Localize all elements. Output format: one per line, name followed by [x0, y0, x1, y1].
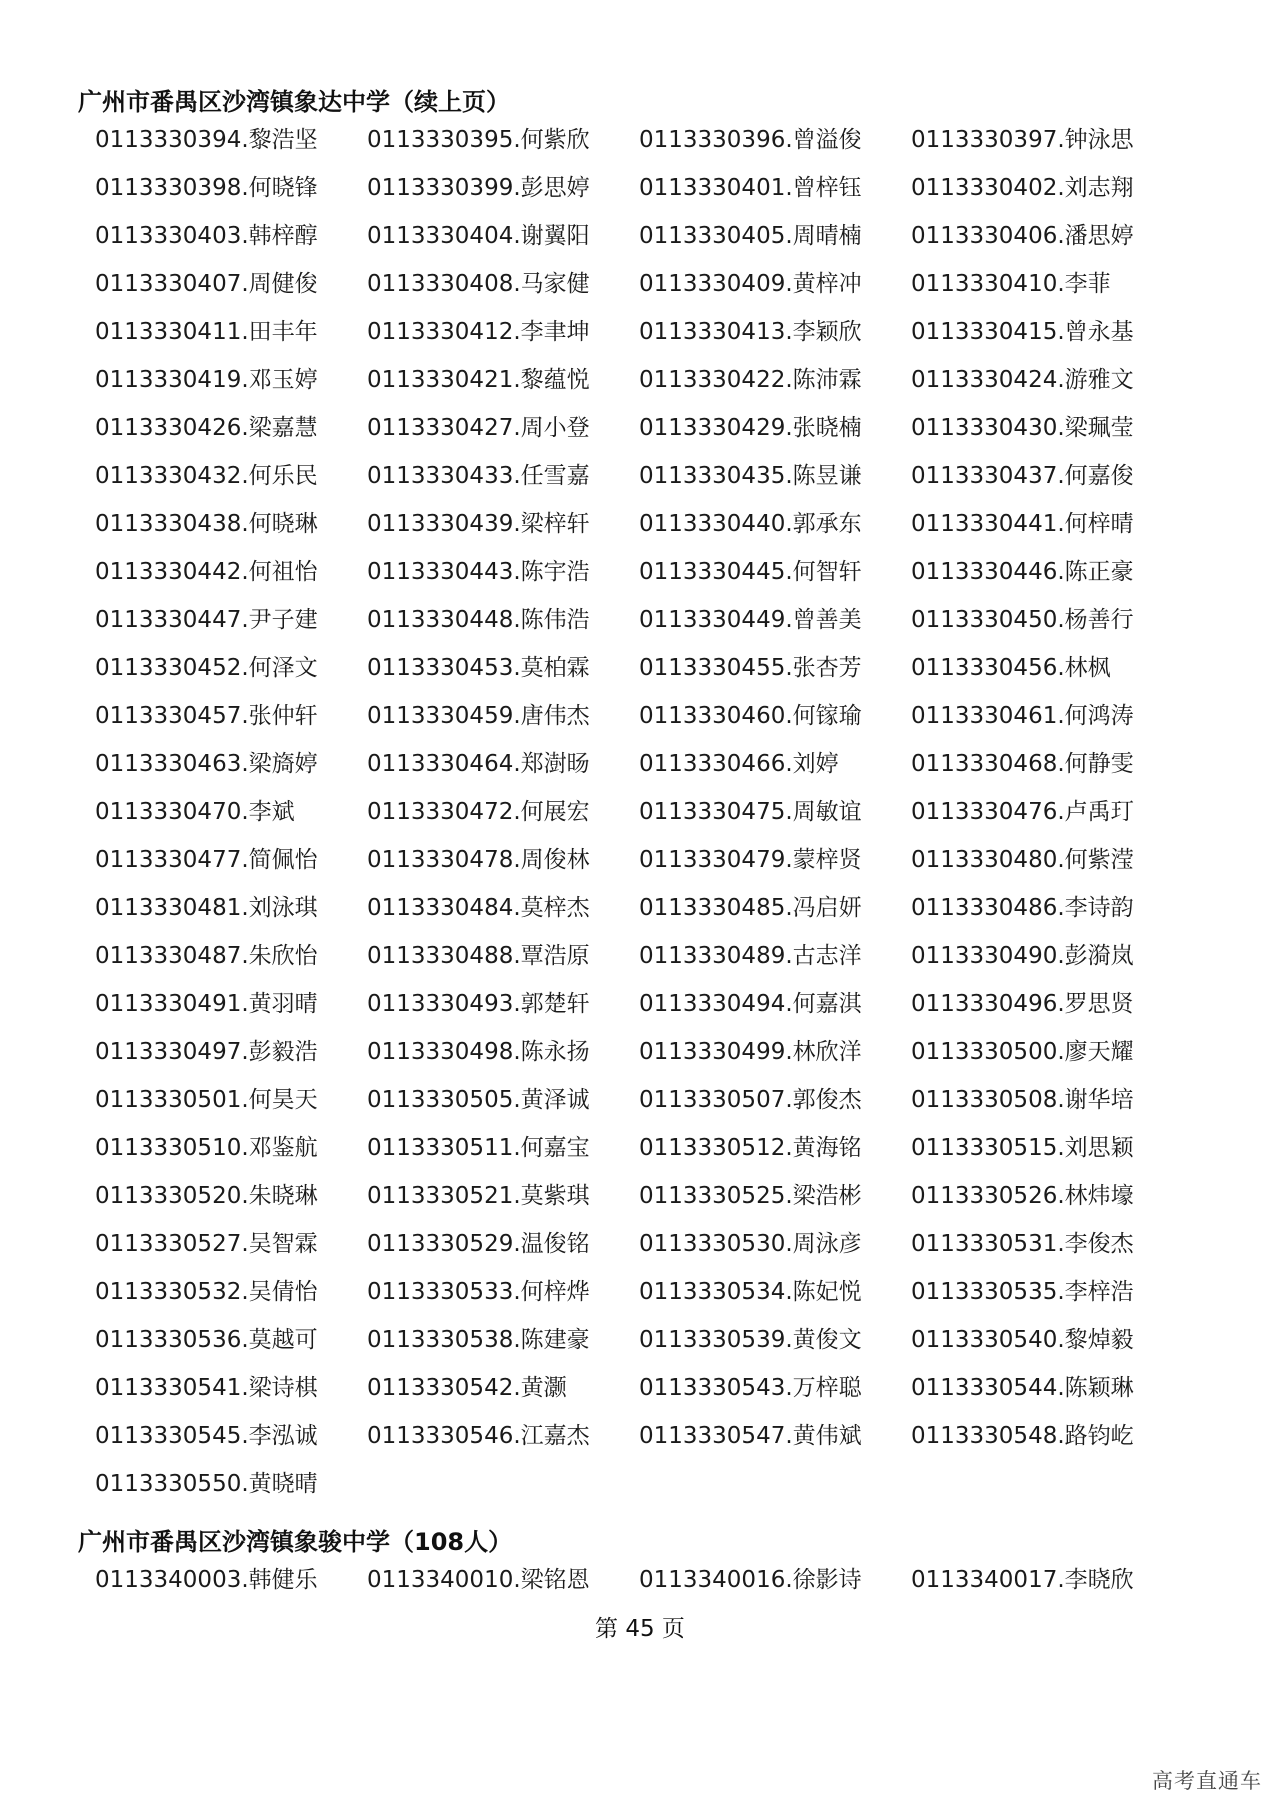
student-entry: 0113330401.曾梓钰: [639, 175, 862, 201]
student-entry: 0113330395.何紫欣: [367, 127, 590, 153]
student-entry: 0113330441.何梓晴: [911, 511, 1134, 537]
student-entry: 0113330449.曾善美: [639, 607, 862, 633]
student-entry: 0113330424.游雅文: [911, 367, 1134, 393]
watermark: 高考直通车: [1152, 1769, 1262, 1793]
student-entry: 0113330427.周小登: [367, 415, 590, 441]
student-entry: 0113330536.莫越可: [95, 1327, 318, 1353]
student-entry: 0113330408.马家健: [367, 271, 590, 297]
student-entry: 0113330472.何展宏: [367, 799, 590, 825]
student-entry: 0113330478.周俊林: [367, 847, 590, 873]
student-entry: 0113330520.朱晓琳: [95, 1183, 318, 1209]
student-entry: 0113330470.李斌: [95, 799, 295, 825]
student-entry: 0113330497.彭毅浩: [95, 1039, 318, 1065]
student-entry: 0113330435.陈昱谦: [639, 463, 862, 489]
student-entry: 0113330489.古志洋: [639, 943, 862, 969]
student-entry: 0113330452.何泽文: [95, 655, 318, 681]
student-entry: 0113330394.黎浩坚: [95, 127, 318, 153]
student-entry: 0113330507.郭俊杰: [639, 1087, 862, 1113]
student-list-xiangda: [95, 116, 1183, 1508]
student-entry: 0113330450.杨善行: [911, 607, 1134, 633]
student-entry: 0113330480.何紫滢: [911, 847, 1134, 873]
student-entry: 0113330412.李聿坤: [367, 319, 590, 345]
student-entry: 0113330396.曾溢俊: [639, 127, 862, 153]
student-entry: 0113330479.蒙梓贤: [639, 847, 862, 873]
student-entry: 0113330525.梁浩彬: [639, 1183, 862, 1209]
student-entry: 0113330540.黎焯毅: [911, 1327, 1134, 1353]
student-entry: 0113330402.刘志翔: [911, 175, 1134, 201]
student-entry: 0113330499.林欣洋: [639, 1039, 862, 1065]
student-entry: 0113330485.冯启妍: [639, 895, 862, 921]
student-entry: 0113330521.莫紫琪: [367, 1183, 590, 1209]
student-entry: 0113330405.周晴楠: [639, 223, 862, 249]
student-entry: 0113330487.朱欣怡: [95, 943, 318, 969]
student-entry: 0113330455.张杏芳: [639, 655, 862, 681]
student-entry: 0113330494.何嘉淇: [639, 991, 862, 1017]
student-entry: 0113330433.任雪嘉: [367, 463, 590, 489]
student-entry: 0113330415.曾永基: [911, 319, 1134, 345]
student-entry: 0113330534.陈妃悦: [639, 1279, 862, 1305]
student-entry: 0113330463.梁旖婷: [95, 751, 318, 777]
student-entry: 0113330399.彭思婷: [367, 175, 590, 201]
student-entry: 0113330501.何昊天: [95, 1087, 318, 1113]
student-entry: 0113330529.温俊铭: [367, 1231, 590, 1257]
student-entry: 0113330445.何智轩: [639, 559, 862, 585]
student-entry: 0113340017.李晓欣: [911, 1567, 1134, 1593]
student-entry: 0113330430.梁珮莹: [911, 415, 1134, 441]
student-entry: 0113330544.陈颖琳: [911, 1375, 1134, 1401]
student-entry: 0113330531.李俊杰: [911, 1231, 1134, 1257]
student-entry: 0113330442.何祖怡: [95, 559, 318, 585]
student-entry: 0113330477.简佩怡: [95, 847, 318, 873]
student-entry: 0113330437.何嘉俊: [911, 463, 1134, 489]
student-entry: 0113330535.李梓浩: [911, 1279, 1134, 1305]
student-entry: 0113330500.廖天耀: [911, 1039, 1134, 1065]
student-entry: 0113330515.刘思颖: [911, 1135, 1134, 1161]
student-entry: 0113330439.梁梓轩: [367, 511, 590, 537]
student-entry: 0113330541.梁诗棋: [95, 1375, 318, 1401]
student-entry: 0113330542.黄灏: [367, 1375, 567, 1401]
student-entry: 0113330443.陈宇浩: [367, 559, 590, 585]
student-entry: 0113330546.江嘉杰: [367, 1423, 590, 1449]
student-entry: 0113330459.唐伟杰: [367, 703, 590, 729]
student-entry: 0113330533.何梓烨: [367, 1279, 590, 1305]
student-entry: 0113330548.路钧屹: [911, 1423, 1134, 1449]
student-entry: 0113330460.何镓瑜: [639, 703, 862, 729]
student-entry: 0113340003.韩健乐: [95, 1567, 318, 1593]
student-entry: 0113330532.吴倩怡: [95, 1279, 318, 1305]
student-entry: 0113330476.卢禹玎: [911, 799, 1134, 825]
student-entry: 0113330397.钟泳思: [911, 127, 1134, 153]
student-entry: 0113330486.李诗韵: [911, 895, 1134, 921]
student-entry: 0113330448.陈伟浩: [367, 607, 590, 633]
student-entry: 0113330404.谢翼阳: [367, 223, 590, 249]
student-entry: 0113330550.黄晓晴: [95, 1471, 318, 1497]
student-entry: 0113330505.黄泽诚: [367, 1087, 590, 1113]
student-entry: 0113330447.尹子建: [95, 607, 318, 633]
section-title-xiangjun: 广州市番禺区沙湾镇象骏中学（108人）: [78, 1528, 513, 1556]
student-entry: 0113330508.谢华培: [911, 1087, 1134, 1113]
student-entry: 0113330426.梁嘉慧: [95, 415, 318, 441]
student-entry: 0113330457.张仲轩: [95, 703, 318, 729]
student-entry: 0113330403.韩梓醇: [95, 223, 318, 249]
student-entry: 0113330413.李颖欣: [639, 319, 862, 345]
student-entry: 0113330468.何静雯: [911, 751, 1134, 777]
student-entry: 0113330547.黄伟斌: [639, 1423, 862, 1449]
student-entry: 0113330545.李泓诚: [95, 1423, 318, 1449]
student-entry: 0113330538.陈建豪: [367, 1327, 590, 1353]
student-entry: 0113340016.徐影诗: [639, 1567, 862, 1593]
student-entry: 0113330539.黄俊文: [639, 1327, 862, 1353]
student-entry: 0113330453.莫柏霖: [367, 655, 590, 681]
student-entry: 0113330527.吴智霖: [95, 1231, 318, 1257]
student-entry: 0113330526.林炜壕: [911, 1183, 1134, 1209]
student-entry: 0113330409.黄梓冲: [639, 271, 862, 297]
student-entry: 0113330484.莫梓杰: [367, 895, 590, 921]
student-entry: 0113330446.陈正豪: [911, 559, 1134, 585]
student-entry: 0113330512.黄海铭: [639, 1135, 862, 1161]
student-entry: 0113330496.罗思贤: [911, 991, 1134, 1017]
student-entry: 0113330419.邓玉婷: [95, 367, 318, 393]
student-entry: 0113330511.何嘉宝: [367, 1135, 590, 1161]
student-entry: 0113330530.周泳彦: [639, 1231, 862, 1257]
student-entry: 0113330432.何乐民: [95, 463, 318, 489]
student-entry: 0113330456.林枫: [911, 655, 1111, 681]
student-entry: 0113330543.万梓聪: [639, 1375, 862, 1401]
student-entry: 0113330438.何晓琳: [95, 511, 318, 537]
student-entry: 0113330488.覃浩原: [367, 943, 590, 969]
section-title-xiangda: 广州市番禺区沙湾镇象达中学（续上页）: [78, 88, 510, 116]
student-entry: 0113330398.何晓锋: [95, 175, 318, 201]
student-entry: 0113330475.周敏谊: [639, 799, 862, 825]
student-entry: 0113330410.李菲: [911, 271, 1111, 297]
student-entry: 0113330491.黄羽晴: [95, 991, 318, 1017]
student-list-xiangjun: [95, 1556, 1183, 1604]
student-entry: 0113330406.潘思婷: [911, 223, 1134, 249]
student-entry: 0113330461.何鸿涛: [911, 703, 1134, 729]
student-entry: 0113330421.黎蕴悦: [367, 367, 590, 393]
student-entry: 0113330407.周健俊: [95, 271, 318, 297]
student-entry: 0113330422.陈沛霖: [639, 367, 862, 393]
student-entry: 0113330510.邓鉴航: [95, 1135, 318, 1161]
student-entry: 0113330411.田丰年: [95, 319, 318, 345]
student-entry: 0113330490.彭漪岚: [911, 943, 1134, 969]
page-number: 第 45 页: [595, 1616, 685, 1642]
student-entry: 0113330429.张晓楠: [639, 415, 862, 441]
student-entry: 0113330464.郑澍旸: [367, 751, 590, 777]
student-entry: 0113340010.梁铭恩: [367, 1567, 590, 1593]
student-entry: 0113330498.陈永扬: [367, 1039, 590, 1065]
student-entry: 0113330493.郭楚轩: [367, 991, 590, 1017]
student-entry: 0113330440.郭承东: [639, 511, 862, 537]
student-entry: 0113330481.刘泳琪: [95, 895, 318, 921]
student-entry: 0113330466.刘婷: [639, 751, 839, 777]
